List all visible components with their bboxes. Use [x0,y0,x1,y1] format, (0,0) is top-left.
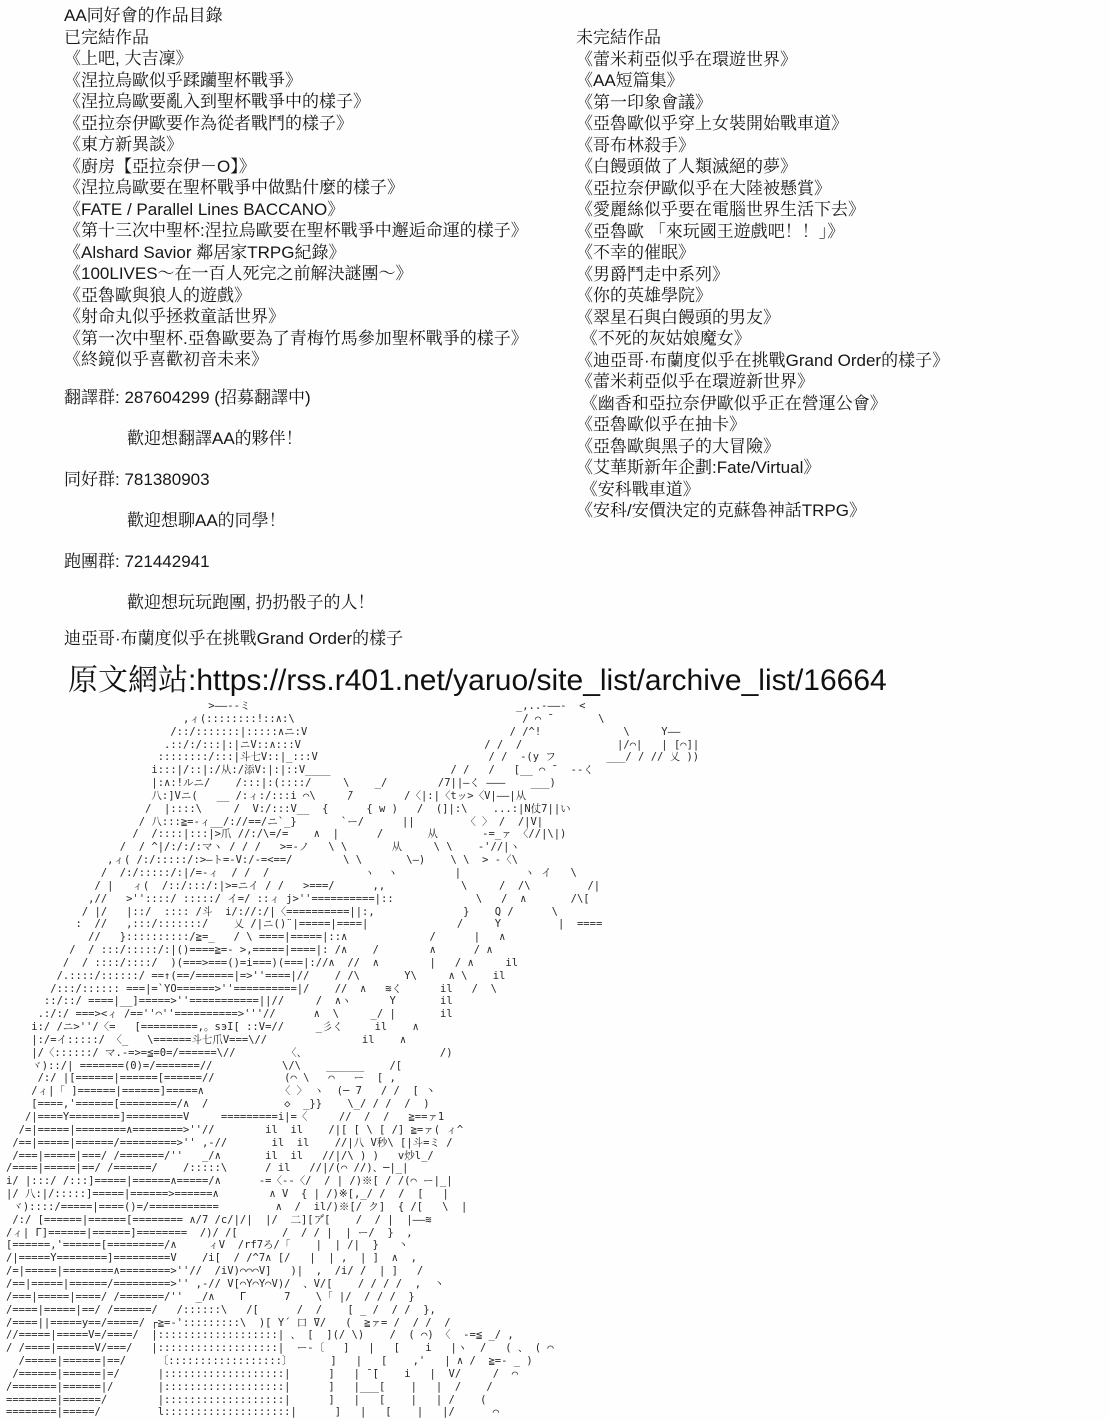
ascii-art-line: / | ィ( /::/:::/:|>=ニイ / / >===/ ,, \ / /\ /| [6,879,601,892]
ascii-art-line: / |/ |::/ :::: /斗 i/://:/|〈==========||:, } Q / \ [6,905,559,918]
ascii-art-line: / /::::|:::|>爪 //:/\=/= ∧ | / 从 -=_ァ 〈//|\|) [6,828,567,841]
group-number: 721442941 [124,552,210,571]
ascii-art-line: 八:]Vニ( __ /:ィ:/:::i ⌒\ ̄/ /〈|:|〈tッ>〈V|――|从 [6,789,527,802]
work-title: 《男爵鬥走中系列》 [576,264,729,284]
ascii-art-line: /=======|======|/ |:::::::::::::::::::| ] |___[ | | / / [6,1380,493,1393]
ascii-art-line: i:::|/::|:/从:/添V:|:|::V____ / / / [__ ⌒ ̄ --く [6,764,594,777]
work-title: 《第一次中聖杯.亞魯歐要為了青梅竹馬參加聖杯戰爭的樣子》 [64,328,528,348]
work-title: 《迪亞哥·布蘭度似乎在挑戰Grand Order的樣子》 [576,350,950,370]
ascii-art-line: /=====|======|==/ 〔::::::::::::::::::〕 ] | [ ,' | ∧ / ≧=- _ ) [6,1355,533,1368]
group-welcome-text: 歡迎想聊AA的同學！ [127,511,286,530]
group-block [64,551,374,614]
ascii-art-line: /======|======|=/ |:::::::::::::::::::| ] | ̄ ̄[ i | V/ / ⌒ [6,1367,519,1380]
ascii-art-line: |:∧:!ルニ/ /:::|:(::::/ \ _/ /7||―く ――― ___) [6,777,556,790]
completed-works-list [64,48,528,371]
ascii-art-line: /====|=====|==/ /======/ /::::::\ /[ / / [ _ / / / }, [6,1303,436,1316]
work-title: 《你的英雄學院》 [576,286,712,305]
page-title: AA同好會的作品目錄 [64,6,223,25]
ascii-art-line: // }::::::::::/≧=_ / \ ====|=====|::∧ / | ∧ [6,931,506,944]
work-title: 《涅拉烏歐要在聖杯戰爭中做點什麼的樣子》 [64,178,404,197]
work-title: 《亞魯歐似乎穿上女裝開始戰車道》 [576,114,848,133]
ascii-art-line: ヾ)::::/=====|====()=/=========== ∧ / il/)※[/ ク] { /[ \ | [6,1200,468,1213]
work-title: 《第一印象會議》 [576,92,712,112]
ascii-art-line: i:/ /ニ>''/〈= [=========,。sэI[ ::V=// _彡く il ∧ [6,1021,419,1034]
completed-works-header: 已完結作品 [64,27,149,47]
ascii-art-line: /===|=====|===/ /=======/'' _/∧ il il //|/\ ) ) v炒l_/ [6,1149,434,1162]
ascii-art-line: /::/:::::::|:::::∧ニ:V / /^! \ Y―― [6,725,681,738]
source-site-url: https://rss.r401.net/yaruo/site_list/archive_list/16664 [196,664,887,697]
ascii-art-line: /=|=====|========∧========>''// il il /|[ [ \ [ /] ≧=ァ( ィ^ [6,1123,464,1136]
unfinished-works-list [576,49,949,522]
ascii-art-line: ヾ)::/| =======(0)=/=======// \/\ ______ /[ [6,1059,403,1072]
ascii-art-line: .::/:/:::|:|ニV::∧:::V / / / |/⌒| | [⌒]| [6,738,700,751]
work-title: 《不死的灰姑娘魔女》 [576,329,751,348]
work-title: 《Alshard Savior 鄰居家TRPG紀錄》 [64,242,346,262]
group-id-line [64,387,374,409]
ascii-art-line: ::/::/ ====|__]=====>''===========||// / ∧ヽ Y il [6,995,453,1008]
ascii-art-line: ,// >''::::/ :::::/ イ=/ ::ィ j>''==========|:: \ / ∧ /\[ [6,892,590,905]
ascii-art-line: / 八:::≧=-ィ__/://==/ニ`_} `ー/ || 〈 〉 / /|V| [6,815,544,828]
ascii-art-line: /|====Y========]=========V =========i|=〈 // / / ≧==ァ1 [6,1111,445,1123]
ascii-art-line: /:/ [======|======[======== ∧/7 /c/|/| |/ 二][ア゚[ / / | |――≋ [6,1213,432,1226]
work-title: 《蕾米莉亞似乎在環遊新世界》 [576,372,814,391]
work-title: 《涅拉烏歐要亂入到聖杯戰爭中的樣子》 [64,92,370,111]
work-title: 《不幸的催眠》 [576,243,695,262]
ascii-art-line: |/ 八:|/:::::]=====|======>======∧ ∧ V { | /)※[,_/ / / [ | [6,1188,449,1201]
unfinished-works-header: 未完結作品 [576,28,661,47]
ascii-art-line: /|=====Y========]=========V /i[ / /^7∧ [/ | | , | ] ∧ , [6,1252,417,1265]
work-title: 《亞拉奈伊歐似乎在大陸被懸賞》 [576,178,831,198]
ascii-art-line: >――--ミ _,..-――- < [6,700,586,712]
group-number: 781380903 [124,470,210,489]
source-site-line [68,655,887,699]
ascii-art-line: / |::::\ / V:/:::V__ { { w ) / (]|:\ ...:|N仗7||い [6,802,571,815]
work-title: 《上吧, 大吉凜》 [64,49,193,68]
ascii-art-line: ,ィ(::::::::!::∧:\ / ⌒ ̄ \ [6,712,605,725]
group-label: 翻譯群: [64,388,120,407]
work-title: 《亞魯歐 「來玩國王遊戲吧！！」》 [576,221,845,241]
work-title: 《亞魯歐與黑子的大冒險》 [576,436,780,456]
ascii-art-line: /:/ |[======|======[======// (⌒ \ ⌒ ー [ , [6,1072,396,1085]
ascii-art-line: /.::::/::::::/ ==↑(==/======|=>''====|// / /\ Y\ ∧ \ il [6,969,506,982]
work-title: 《涅拉烏歐似乎蹂躪聖杯戰爭》 [64,70,302,90]
work-title: 《第十三次中聖杯:涅拉烏歐要在聖杯戰爭中邂逅命運的樣子》 [64,221,528,240]
ascii-art-line: /ィ|「 ]======|======]=====∧ 〈 〉 ヽ (─ 7 / / [ 丶 [6,1085,436,1098]
work-title: 《亞魯歐似乎在抽卡》 [576,415,746,434]
work-title: 《終鏡似乎喜歡初音未来》 [64,350,268,369]
group-note: (招募翻譯中) [214,388,311,407]
ascii-art-line: /==|=====|======/=========>'' ,-// V[⌒Y⌒Y⌒V)/ 、V/[ / / / / , 丶 [6,1277,445,1290]
ascii-art-line: /====|=====|==/ /======/ /:::::\ / il //|/(⌒ //)、─|_| [6,1162,409,1175]
ascii-art-line: /===|=====|====/ /=======/'' _/∧ Γ 7 \「 |/ / / / } [6,1290,415,1303]
qq-groups-section [64,387,374,633]
work-title: 《艾華斯新年企劃:Fate/Virtual》 [576,458,821,477]
completed-works-column [64,5,528,371]
ascii-art-line: //=====|=====V=/====/ |:::::::::::::::::::| 、 [ ](/ \) / ( ⌒) 〈 -=≦ _/ , [6,1329,514,1342]
work-title: 《東方新異談》 [64,135,183,154]
work-title: 《射命丸似乎拯救童話世界》 [64,307,285,326]
ascii-art-line: /ィ| Γ]======|======]======== /)/ /[ / / / | | ー/ } , [6,1226,413,1239]
ascii-art-line: ========|======/ |:::::::::::::::::::| ] | [ | | / ( [6,1393,487,1406]
work-title: 《廚房【亞拉奈伊－O】》 [64,156,256,176]
ascii-art-line: |:/=イ:::::/ 〈_ \======斗七爪V===\// il ∧ [6,1033,407,1046]
work-title: 《安科戰車道》 [576,479,700,499]
ascii-art-line: / / ::::/::::/ )(===>===()=i===)(===|://∧ // ∧ | / ∧ il [6,956,519,969]
group-block [64,387,374,450]
ascii-art-line: / / :::/:::::/:|()====≧=- >,=====|====|: /∧ / ∧ / ∧ [6,944,493,957]
work-title: 《愛麗絲似乎要在電腦世界生活下去》 [576,200,865,219]
ascii-art-line: / /====|======V/===/ |:::::::::::::::::::| ー-〔 ] | [ i |ヽ / ( 、 ( ⌒ [6,1342,554,1355]
ascii-art [6,700,699,1419]
work-title: 《哥布林殺手》 [576,135,695,155]
work-title: 《安科/安價決定的克蘇魯神話TRPG》 [576,501,866,520]
source-site-label: 原文網站: [68,664,197,697]
ascii-art-line: /====||=====y==/=====/ ┌≧=-':::::::::\ )[ Y´ 口 ̄V/ ( ≧ァ= / / / / [6,1316,451,1329]
ascii-art-line: /=|=====|========∧========>''// /iV)⌒⌒⌒V] )| , /i/ / | ] / [6,1265,424,1278]
work-title: 《亞拉奈伊歐要作為從者戰鬥的樣子》 [64,113,353,133]
work-title: 《亞魯歐與狼人的遊戲》 [64,285,251,305]
group-welcome-text: 歡迎想玩玩跑團, 扔扔骰子的人！ [127,593,375,612]
ascii-art-line: |/〈::::::/ マ.-=>=≦=0=/======\// 〈、 /) [6,1046,453,1059]
ascii-art-line: /==|=====|======/=========>'' ,-// il il //|八 V秒\ [|斗=ミ / [6,1136,453,1149]
ascii-art-line: / /:/:::::/:|/=-ィ / / / ヽ ヽ | ヽ イ \ [6,866,577,879]
ascii-art-line: : // ,:::/:::::::/ 乂 /|ニ()¨|=====|====| / Y | ==== [6,918,603,931]
work-title: 《幽香和亞拉奈伊歐似乎正在營運公會》 [576,393,887,413]
ascii-art-line: ,ィ( /:/:::::/:>―ト=-V:/-=<==/ \ \ \―) \ \ > -〈\ [6,854,518,867]
ascii-art-line: .:/:/ ===><ィ /==''⌒''==========>'''// ∧ \ _/ | il [6,1008,453,1021]
current-work-title: 迪亞哥·布蘭度似乎在挑戰Grand Order的樣子 [64,629,404,648]
work-title: 《蕾米莉亞似乎在環遊世界》 [576,49,797,69]
group-welcome-text: 歡迎想翻譯AA的夥伴！ [127,429,303,448]
work-title: 《100LIVES～在一百人死完之前解決謎團～》 [64,264,413,283]
group-label: 同好群: [64,470,120,489]
group-number: 287604299 [124,388,210,407]
work-title: 《AA短篇集》 [576,71,684,90]
group-block [64,469,374,532]
unfinished-works-column [576,27,949,522]
ascii-art-line: / / ^|/:/:/:マヽ / / / >=-ノ \ \ 从 \ \ -'//|ヽ [6,841,520,854]
ascii-art-line: ::::::::/:::|斗七V::|_:::V / / ‐(y フ ___/ / // 乂 )) [6,751,700,764]
ascii-art-line: i/ |:::/ /:::]=====|======∧=====/∧ -=〈--〈/ / | /)※[ / /(⌒ ー|_| [6,1175,453,1188]
work-title: 《FATE / Parallel Lines BACCANO》 [64,199,345,219]
group-id-line [64,469,374,491]
ascii-art-line: /:::/:::::: ===|=`YO======>''==========|/ // ∧ ≋く il / \ [6,982,497,995]
ascii-art-line: [======,'======[=========/∧ ィV /rf7ろ/「 | | /| } 丶 [6,1239,409,1252]
ascii-art-line: [====,'======[=========/∧ / ◇ _}} \_/ / / / ) [6,1098,430,1111]
work-title: 《翠星石與白饅頭的男友》 [576,307,780,327]
group-label: 跑團群: [64,552,120,571]
ascii-art-line: ========|=====/ l::::::::::::::::::::| ] | [ | |/ ⌒ [6,1406,500,1419]
group-id-line [64,551,374,573]
work-title: 《白饅頭做了人類滅絕的夢》 [576,157,797,176]
